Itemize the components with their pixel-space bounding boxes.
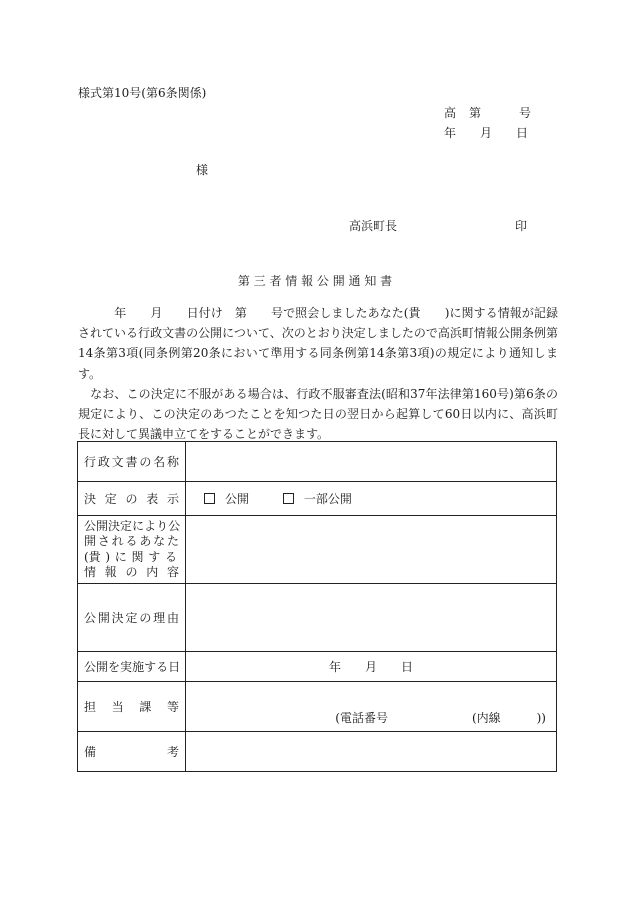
form-number: 様式第10号(第6条関係): [78, 86, 207, 100]
notice-body: [78, 303, 558, 444]
label-char: さ: [97, 534, 110, 548]
label-char: 担: [84, 700, 97, 714]
label-char: の: [125, 565, 138, 579]
label-char: 文: [111, 455, 124, 469]
label-char: た: [166, 534, 179, 548]
label-char: 決: [84, 492, 97, 506]
checkbox-public-label: 公開: [225, 492, 250, 506]
spread-text: [84, 534, 179, 550]
label-char: 政: [97, 455, 110, 469]
reason-value[interactable]: [186, 584, 557, 652]
label-char: れ: [111, 534, 124, 548]
label-char: 開: [97, 611, 110, 625]
decision-label: [78, 482, 186, 516]
spread-text: [84, 519, 179, 535]
row-document-name: [78, 442, 557, 482]
info-content-label: [78, 516, 186, 584]
label-char: 開: [96, 660, 109, 674]
body-paragraph-2: なお、この決定に不服がある場合は、行政不服審査法(昭和37年法律第160号)第6条の規定により、この決定のあつたことを知つた日の翌日から起算して60日以内に、高浜町長に対して異議申立てをすることができます。: [78, 386, 558, 442]
remarks-label: [78, 732, 186, 772]
label-char: 表: [146, 492, 159, 506]
label-char: 決: [108, 518, 121, 533]
row-decision: [78, 482, 557, 516]
label-char: す: [144, 660, 157, 674]
label-char: に: [114, 549, 127, 564]
label-char: 等: [166, 700, 179, 714]
label-char: 書: [125, 455, 138, 469]
label-char: 開: [84, 534, 97, 548]
department-value[interactable]: [186, 682, 557, 732]
doc-name-label: [78, 442, 186, 482]
label-char: 名: [153, 455, 166, 469]
checkbox-partial[interactable]: [283, 490, 352, 507]
label-char: す: [148, 549, 161, 564]
body-paragraph-1: 年 月 日付け 第 号で照会しましたあなた(貴 )に関する情報が記録されている行政文書の公開について、次のとおり決定しましたので高浜町情報公開条例第14条第3項(同条例第20条において準用する同条例第14条第3項)の規定により通知します。: [78, 306, 558, 381]
spread-text: [84, 550, 179, 566]
seal-mark: 印: [515, 219, 528, 233]
label-char: 公: [84, 611, 97, 625]
label-char: (貴: [84, 549, 101, 564]
label-char: 定: [120, 518, 133, 533]
label-char: る: [164, 549, 177, 564]
checkbox-partial-label: 一部公開: [303, 492, 352, 506]
label-char: 実: [120, 660, 133, 674]
decision-value: [186, 482, 557, 516]
label-char: を: [108, 660, 121, 674]
label-char: 容: [166, 565, 179, 579]
document-date: 年 月 日: [444, 126, 529, 140]
spread-text: [84, 453, 179, 470]
label-char: 報: [104, 565, 117, 579]
checkbox-box[interactable]: [204, 493, 215, 504]
label-char: 公: [84, 660, 97, 674]
label-char: 開: [96, 518, 109, 533]
checkbox-public[interactable]: [204, 490, 249, 507]
label-char: 定: [125, 611, 138, 625]
label-char: よ: [144, 518, 157, 533]
label-char: あ: [139, 534, 152, 548]
document-title: 第 三 者 情 報 公 開 通 知 書: [237, 274, 393, 288]
label-char: 関: [131, 549, 144, 564]
remarks-value[interactable]: [186, 732, 557, 772]
spread-text: [84, 743, 179, 760]
implementation-date-value[interactable]: 年 月 日: [186, 652, 557, 682]
label-char: ): [105, 549, 111, 564]
label-char: 示: [166, 492, 179, 506]
label-char: 日: [168, 660, 181, 674]
label-char: り: [156, 518, 169, 533]
row-department: [78, 682, 557, 732]
label-char: 内: [146, 565, 159, 579]
label-char: 課: [139, 700, 152, 714]
row-info-content: [78, 516, 557, 584]
label-char: 当: [111, 700, 124, 714]
label-char: 理: [153, 611, 166, 625]
label-char: 由: [166, 611, 179, 625]
document-number: 高 第 号: [444, 106, 532, 120]
label-char: の: [139, 455, 152, 469]
department-label: [78, 682, 186, 732]
issuer-name: 高浜町長: [349, 219, 398, 233]
label-char: 備: [84, 745, 97, 759]
phone-extension: (電話番号 (内線 )): [335, 711, 546, 725]
label-char: な: [153, 534, 166, 548]
label-char: 定: [104, 492, 117, 506]
spread-text: [84, 565, 179, 581]
label-char: の: [125, 492, 138, 506]
recipient-honorific: 様: [196, 163, 209, 177]
checkbox-box[interactable]: [283, 493, 294, 504]
label-char: 公: [84, 518, 97, 533]
label-char: る: [156, 660, 169, 674]
label-char: る: [125, 534, 138, 548]
row-implementation-date: [78, 652, 557, 682]
spread-text: [84, 609, 179, 626]
label-char: 考: [166, 745, 179, 759]
label-char: の: [139, 611, 152, 625]
row-reason: [78, 584, 557, 652]
spread-text: [84, 490, 179, 507]
label-char: 施: [132, 660, 145, 674]
label-char: 情: [84, 565, 97, 579]
doc-name-value[interactable]: [186, 442, 557, 482]
notice-form-table: [77, 441, 557, 772]
spread-text: [84, 698, 179, 715]
label-char: 称: [166, 455, 179, 469]
implementation-date-label: [78, 652, 186, 682]
label-char: に: [132, 518, 145, 533]
spread-text: [84, 658, 179, 675]
label-char: 決: [111, 611, 124, 625]
label-char: 公: [168, 518, 181, 533]
row-remarks: [78, 732, 557, 772]
info-content-value[interactable]: [186, 516, 557, 584]
reason-label: [78, 584, 186, 652]
label-char: 行: [84, 455, 97, 469]
